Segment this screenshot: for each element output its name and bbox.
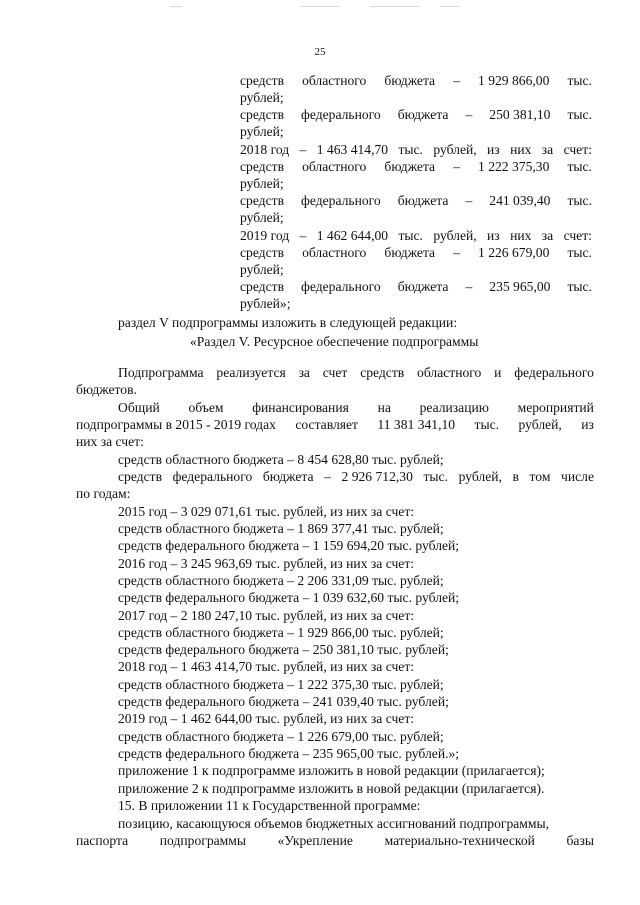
word: средств — [240, 245, 284, 260]
text-line: них за счет: — [76, 434, 144, 449]
word: – — [465, 193, 473, 208]
word: 1 462 644,00 — [316, 228, 389, 243]
word: 250 381,10 — [489, 107, 551, 122]
text-line: приложение 2 к подпрограмме изложить в новой редакции (прилагается). — [118, 781, 545, 796]
word: 1 222 375,30 — [478, 159, 550, 174]
word: – — [324, 469, 331, 484]
word: – — [453, 73, 460, 88]
word: Подпрограмма — [118, 365, 204, 380]
text-line — [240, 158, 592, 175]
word: них — [510, 228, 532, 243]
word: составляет — [295, 417, 358, 432]
word: и — [494, 365, 502, 380]
word: числе — [561, 469, 594, 484]
word: подпрограммы — [159, 833, 246, 848]
word: – — [465, 107, 473, 122]
word: федерального — [514, 365, 594, 380]
word: средств — [118, 469, 162, 484]
text-line — [240, 72, 592, 89]
word: счет: — [563, 142, 592, 157]
word: реализуется — [216, 365, 286, 380]
text-line: средств федерального бюджета – 1 159 694,20 тыс. рублей; — [118, 538, 460, 553]
word: областного — [302, 73, 367, 88]
text-line: 2015 год – 3 029 071,61 тыс. рублей, из них за счет: — [118, 504, 415, 519]
word: тыс. — [423, 469, 448, 484]
text-line: средств областного бюджета – 1 222 375,30 тыс. рублей; — [118, 677, 444, 692]
word: реализацию — [419, 400, 489, 415]
word: средств — [240, 279, 284, 294]
word: базы — [566, 833, 594, 848]
word: подпрограммы в 2015 - 2019 годах — [76, 417, 276, 432]
word: рублей, — [433, 228, 477, 243]
word: мероприятий — [517, 400, 594, 415]
text-line — [240, 244, 592, 261]
word: областного — [302, 245, 367, 260]
word: рублей, — [433, 142, 477, 157]
word: средств — [360, 365, 405, 380]
text-line: 2016 год – 3 245 963,69 тыс. рублей, из них за счет: — [118, 556, 415, 571]
text-line — [240, 278, 592, 295]
word: – — [299, 228, 307, 243]
word: тыс. — [398, 228, 423, 243]
word: бюджета — [397, 193, 449, 208]
word: бюджета — [397, 279, 449, 294]
word: средств — [240, 107, 284, 122]
word: тыс. — [567, 159, 592, 174]
text-line: 2018 год – 1 463 414,70 тыс. рублей, из них за счет: — [118, 659, 415, 674]
word: них — [510, 142, 532, 157]
text-line: рублей; — [240, 124, 284, 139]
text-line — [118, 468, 594, 485]
text-line — [76, 832, 594, 849]
word: 1 226 679,00 — [478, 245, 550, 260]
word: федерального — [301, 279, 381, 294]
text-line: рублей; — [240, 262, 284, 277]
text-line — [240, 106, 592, 123]
word: тыс. — [474, 417, 500, 432]
text-line: по годам: — [76, 486, 131, 501]
text-line: средств федерального бюджета – 241 039,40 тыс. рублей; — [118, 694, 449, 709]
text-line: средств федерального бюджета – 250 381,10 тыс. рублей; — [118, 642, 449, 657]
text-line: 2019 год – 1 462 644,00 тыс. рублей, из них за счет: — [118, 711, 415, 726]
word: за — [541, 228, 554, 243]
word: 11 381 341,10 — [377, 417, 456, 432]
word: паспорта — [76, 833, 129, 848]
text-line — [118, 364, 594, 381]
word: тыс. — [398, 142, 423, 157]
text-line: 15. В приложении 11 к Государственной программе: — [118, 798, 421, 813]
word: из — [581, 417, 594, 432]
text-line: позицию, касающуюся объемов бюджетных ассигнований подпрограммы, — [118, 816, 550, 831]
word: – — [453, 159, 460, 174]
text-line: средств федерального бюджета – 1 039 632,60 тыс. рублей; — [118, 590, 460, 605]
word: «Укрепление — [277, 833, 353, 848]
word: рублей, — [458, 469, 502, 484]
word: за — [541, 142, 554, 157]
word: бюджета — [384, 245, 436, 260]
word: федерального — [301, 193, 381, 208]
word: тыс. — [567, 279, 592, 294]
word: 241 039,40 — [489, 193, 551, 208]
text-line — [118, 399, 594, 416]
word: счет: — [563, 228, 592, 243]
word: тыс. — [567, 107, 592, 122]
text-line: рублей; — [240, 90, 284, 105]
word: тыс. — [567, 245, 592, 260]
text-line: «Раздел V. Ресурсное обеспечение подпрограммы — [190, 334, 479, 349]
text-line: средств федерального бюджета – 235 965,00 тыс. рублей.»; — [118, 746, 460, 761]
text-line: приложение 1 к подпрограмме изложить в новой редакции (прилагается); — [118, 763, 545, 778]
scan-artifact — [170, 4, 470, 10]
word: том — [529, 469, 551, 484]
word: материально-технической — [384, 833, 535, 848]
text-line — [240, 141, 592, 158]
word: 235 965,00 — [489, 279, 551, 294]
page-number: 25 — [314, 46, 326, 58]
text-line — [76, 416, 594, 433]
word: из — [487, 228, 500, 243]
text-line: средств областного бюджета – 8 454 628,80 тыс. рублей; — [118, 452, 444, 467]
word: – — [453, 245, 460, 260]
word: бюджета — [384, 159, 436, 174]
word: объем — [188, 400, 224, 415]
word: рублей, — [518, 417, 562, 432]
word: средств — [240, 193, 284, 208]
text-line: средств областного бюджета – 1 929 866,00 тыс. рублей; — [118, 625, 444, 640]
word: бюджета — [384, 73, 436, 88]
word: 2019 год — [240, 228, 290, 243]
word: за — [298, 365, 310, 380]
word: федерального — [172, 469, 253, 484]
word: областного — [302, 159, 367, 174]
text-line: средств областного бюджета – 1 226 679,00 тыс. рублей; — [118, 729, 444, 744]
word: 1 929 866,00 — [478, 73, 550, 88]
word: 2018 год — [240, 142, 290, 157]
text-line — [240, 192, 592, 209]
text-line: 2017 год – 2 180 247,10 тыс. рублей, из них за счет: — [118, 608, 415, 623]
word: областного — [417, 365, 482, 380]
text-line: рублей; — [240, 176, 284, 191]
word: тыс. — [567, 193, 592, 208]
text-line — [240, 227, 592, 244]
word: 2 926 712,30 — [341, 469, 413, 484]
word: 1 463 414,70 — [316, 142, 389, 157]
word: – — [465, 279, 473, 294]
text-line: рублей»; — [240, 296, 291, 311]
text-line: средств областного бюджета – 2 206 331,09 тыс. рублей; — [118, 573, 444, 588]
text-line: рублей; — [240, 210, 284, 225]
word: средств — [240, 159, 284, 174]
word: Общий — [118, 400, 160, 415]
word: средств — [240, 73, 284, 88]
text-line: раздел V подпрограммы изложить в следующей редакции: — [118, 315, 458, 330]
word: финансирования — [252, 400, 349, 415]
word: федерального — [301, 107, 381, 122]
text-line: средств областного бюджета – 1 869 377,41 тыс. рублей; — [118, 521, 444, 536]
word: счет — [322, 365, 348, 380]
word: бюджета — [262, 469, 314, 484]
word: – — [299, 142, 307, 157]
text-line: бюджетов. — [76, 382, 137, 397]
word: в — [512, 469, 519, 484]
word: бюджета — [397, 107, 449, 122]
word: на — [377, 400, 391, 415]
word: из — [487, 142, 500, 157]
word: тыс. — [567, 73, 592, 88]
